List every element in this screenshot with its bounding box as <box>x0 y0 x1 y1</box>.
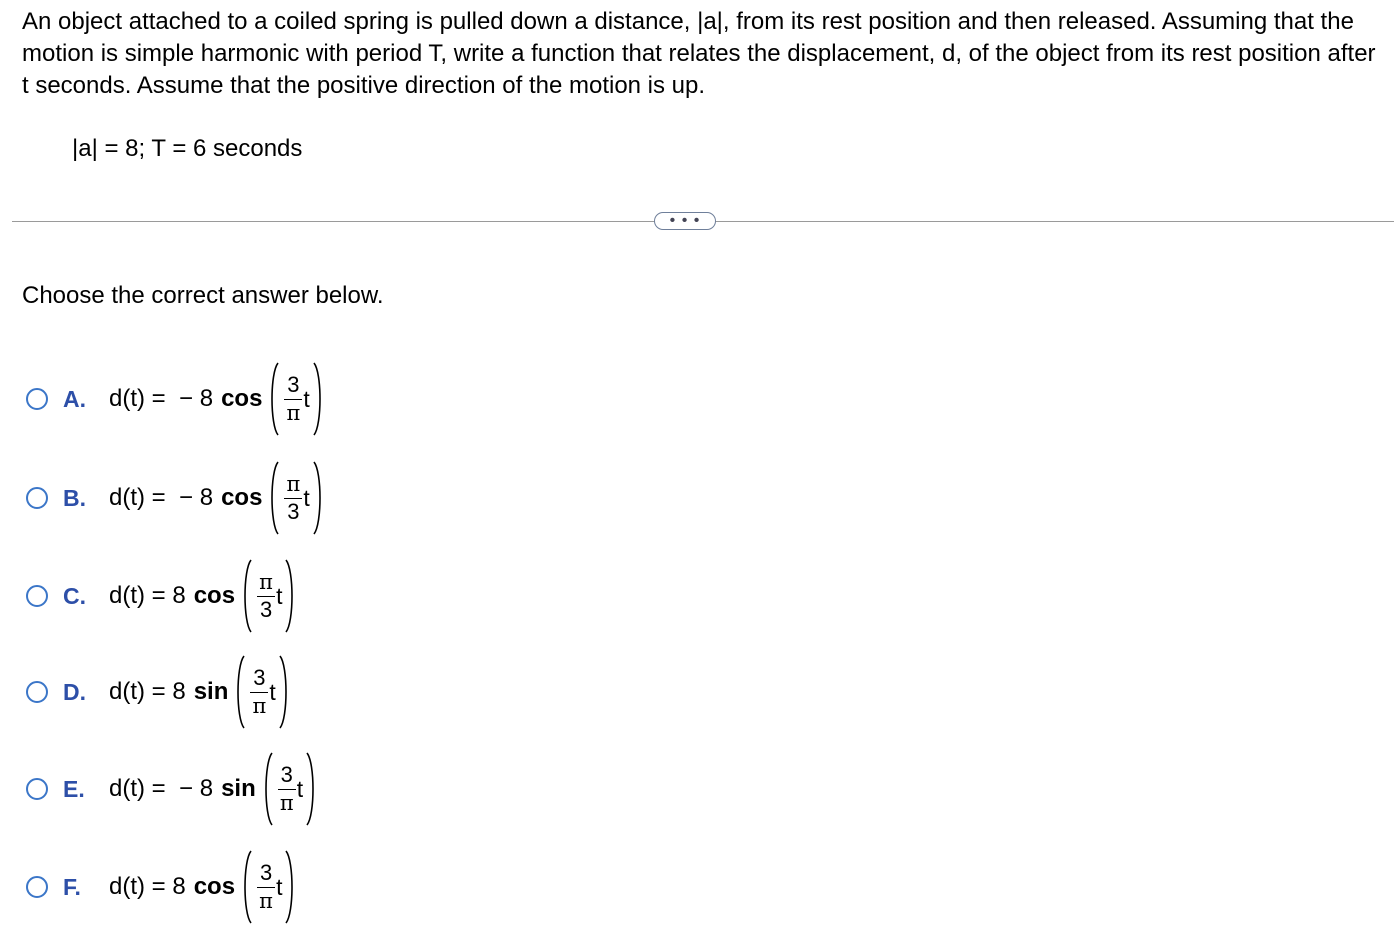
equation-lhs: d(t) = − 8 <box>109 775 214 802</box>
trig-function: sin <box>193 678 229 705</box>
radio-button[interactable] <box>26 681 48 703</box>
trig-function: cos <box>193 582 236 609</box>
argument-group <box>241 554 296 638</box>
equation-lhs: d(t) = − 8 <box>109 385 214 412</box>
fraction-numerator: 3 <box>280 762 293 787</box>
left-paren-icon <box>268 361 280 437</box>
fraction-numerator: π <box>259 570 273 594</box>
option-letter: E. <box>63 775 85 802</box>
given-values: |a| = 8; T = 6 seconds <box>72 135 303 162</box>
fraction-bar <box>250 692 268 693</box>
time-variable: t <box>276 873 283 900</box>
fraction-denominator: 3 <box>287 499 300 524</box>
fraction <box>257 570 275 622</box>
more-options-button[interactable]: • • • <box>654 212 716 230</box>
equation-lhs: d(t) = 8 <box>109 873 186 900</box>
equation-lhs: d(t) = − 8 <box>109 484 214 511</box>
fraction-denominator: 3 <box>259 597 273 622</box>
fraction-denominator: π <box>259 889 273 913</box>
radio-button[interactable] <box>26 876 48 898</box>
right-paren-icon <box>284 849 296 925</box>
option-letter: B. <box>63 484 86 511</box>
equation-lhs: d(t) = 8 <box>109 582 186 609</box>
option-letter: F. <box>63 873 81 900</box>
answer-option[interactable] <box>26 650 290 734</box>
trig-function: cos <box>193 873 236 900</box>
radio-button[interactable] <box>26 388 48 410</box>
option-letter: C. <box>63 582 86 609</box>
answer-option[interactable] <box>26 845 296 929</box>
left-paren-icon <box>241 558 253 634</box>
left-paren-icon <box>234 654 246 730</box>
fraction <box>250 666 268 718</box>
time-variable: t <box>303 385 310 412</box>
argument-group <box>268 456 323 540</box>
fraction-denominator: π <box>279 791 294 815</box>
time-variable: t <box>276 582 283 609</box>
answer-option[interactable] <box>26 554 296 638</box>
left-paren-icon <box>262 751 274 827</box>
left-paren-icon <box>268 460 280 536</box>
right-paren-icon <box>312 361 324 437</box>
argument-group <box>268 357 323 441</box>
right-paren-icon <box>284 558 296 634</box>
radio-button[interactable] <box>26 778 48 800</box>
radio-button[interactable] <box>26 585 48 607</box>
fraction <box>284 373 302 425</box>
fraction-numerator: 3 <box>287 372 300 397</box>
fraction-numerator: 3 <box>259 860 273 885</box>
fraction <box>257 861 275 913</box>
answer-prompt: Choose the correct answer below. <box>22 282 384 309</box>
fraction-numerator: 3 <box>253 665 266 690</box>
answer-option[interactable] <box>26 456 324 540</box>
option-letter: A. <box>63 385 86 412</box>
argument-group <box>241 845 296 929</box>
right-paren-icon <box>312 460 324 536</box>
left-paren-icon <box>241 849 253 925</box>
radio-button[interactable] <box>26 487 48 509</box>
time-variable: t <box>296 775 304 802</box>
fraction-bar <box>284 399 302 400</box>
trig-function: cos <box>221 484 263 511</box>
trig-function: cos <box>221 385 263 412</box>
argument-group <box>262 747 317 831</box>
trig-function: sin <box>221 775 256 802</box>
time-variable: t <box>303 484 310 511</box>
option-letter: D. <box>63 678 86 705</box>
fraction-bar <box>278 789 296 790</box>
fraction <box>284 472 302 524</box>
fraction <box>278 763 296 815</box>
fraction-bar <box>257 887 275 888</box>
right-paren-icon <box>305 751 317 827</box>
fraction-denominator: π <box>252 694 267 718</box>
fraction-denominator: π <box>286 401 301 425</box>
question-text: An object attached to a coiled spring is pulled down a distance, |a|, from its rest position and then released. Assuming that the motion is simple harmonic with period T, write a function that relates the displacement, d, of the object from its rest position after t seconds. Assume that the positive direction of the motion is up. <box>22 8 1376 99</box>
answer-option[interactable] <box>26 747 317 831</box>
fraction-numerator: π <box>286 472 301 496</box>
equation-lhs: d(t) = 8 <box>109 678 186 705</box>
right-paren-icon <box>278 654 290 730</box>
answer-option[interactable] <box>26 357 324 441</box>
argument-group <box>234 650 289 734</box>
time-variable: t <box>269 678 276 705</box>
